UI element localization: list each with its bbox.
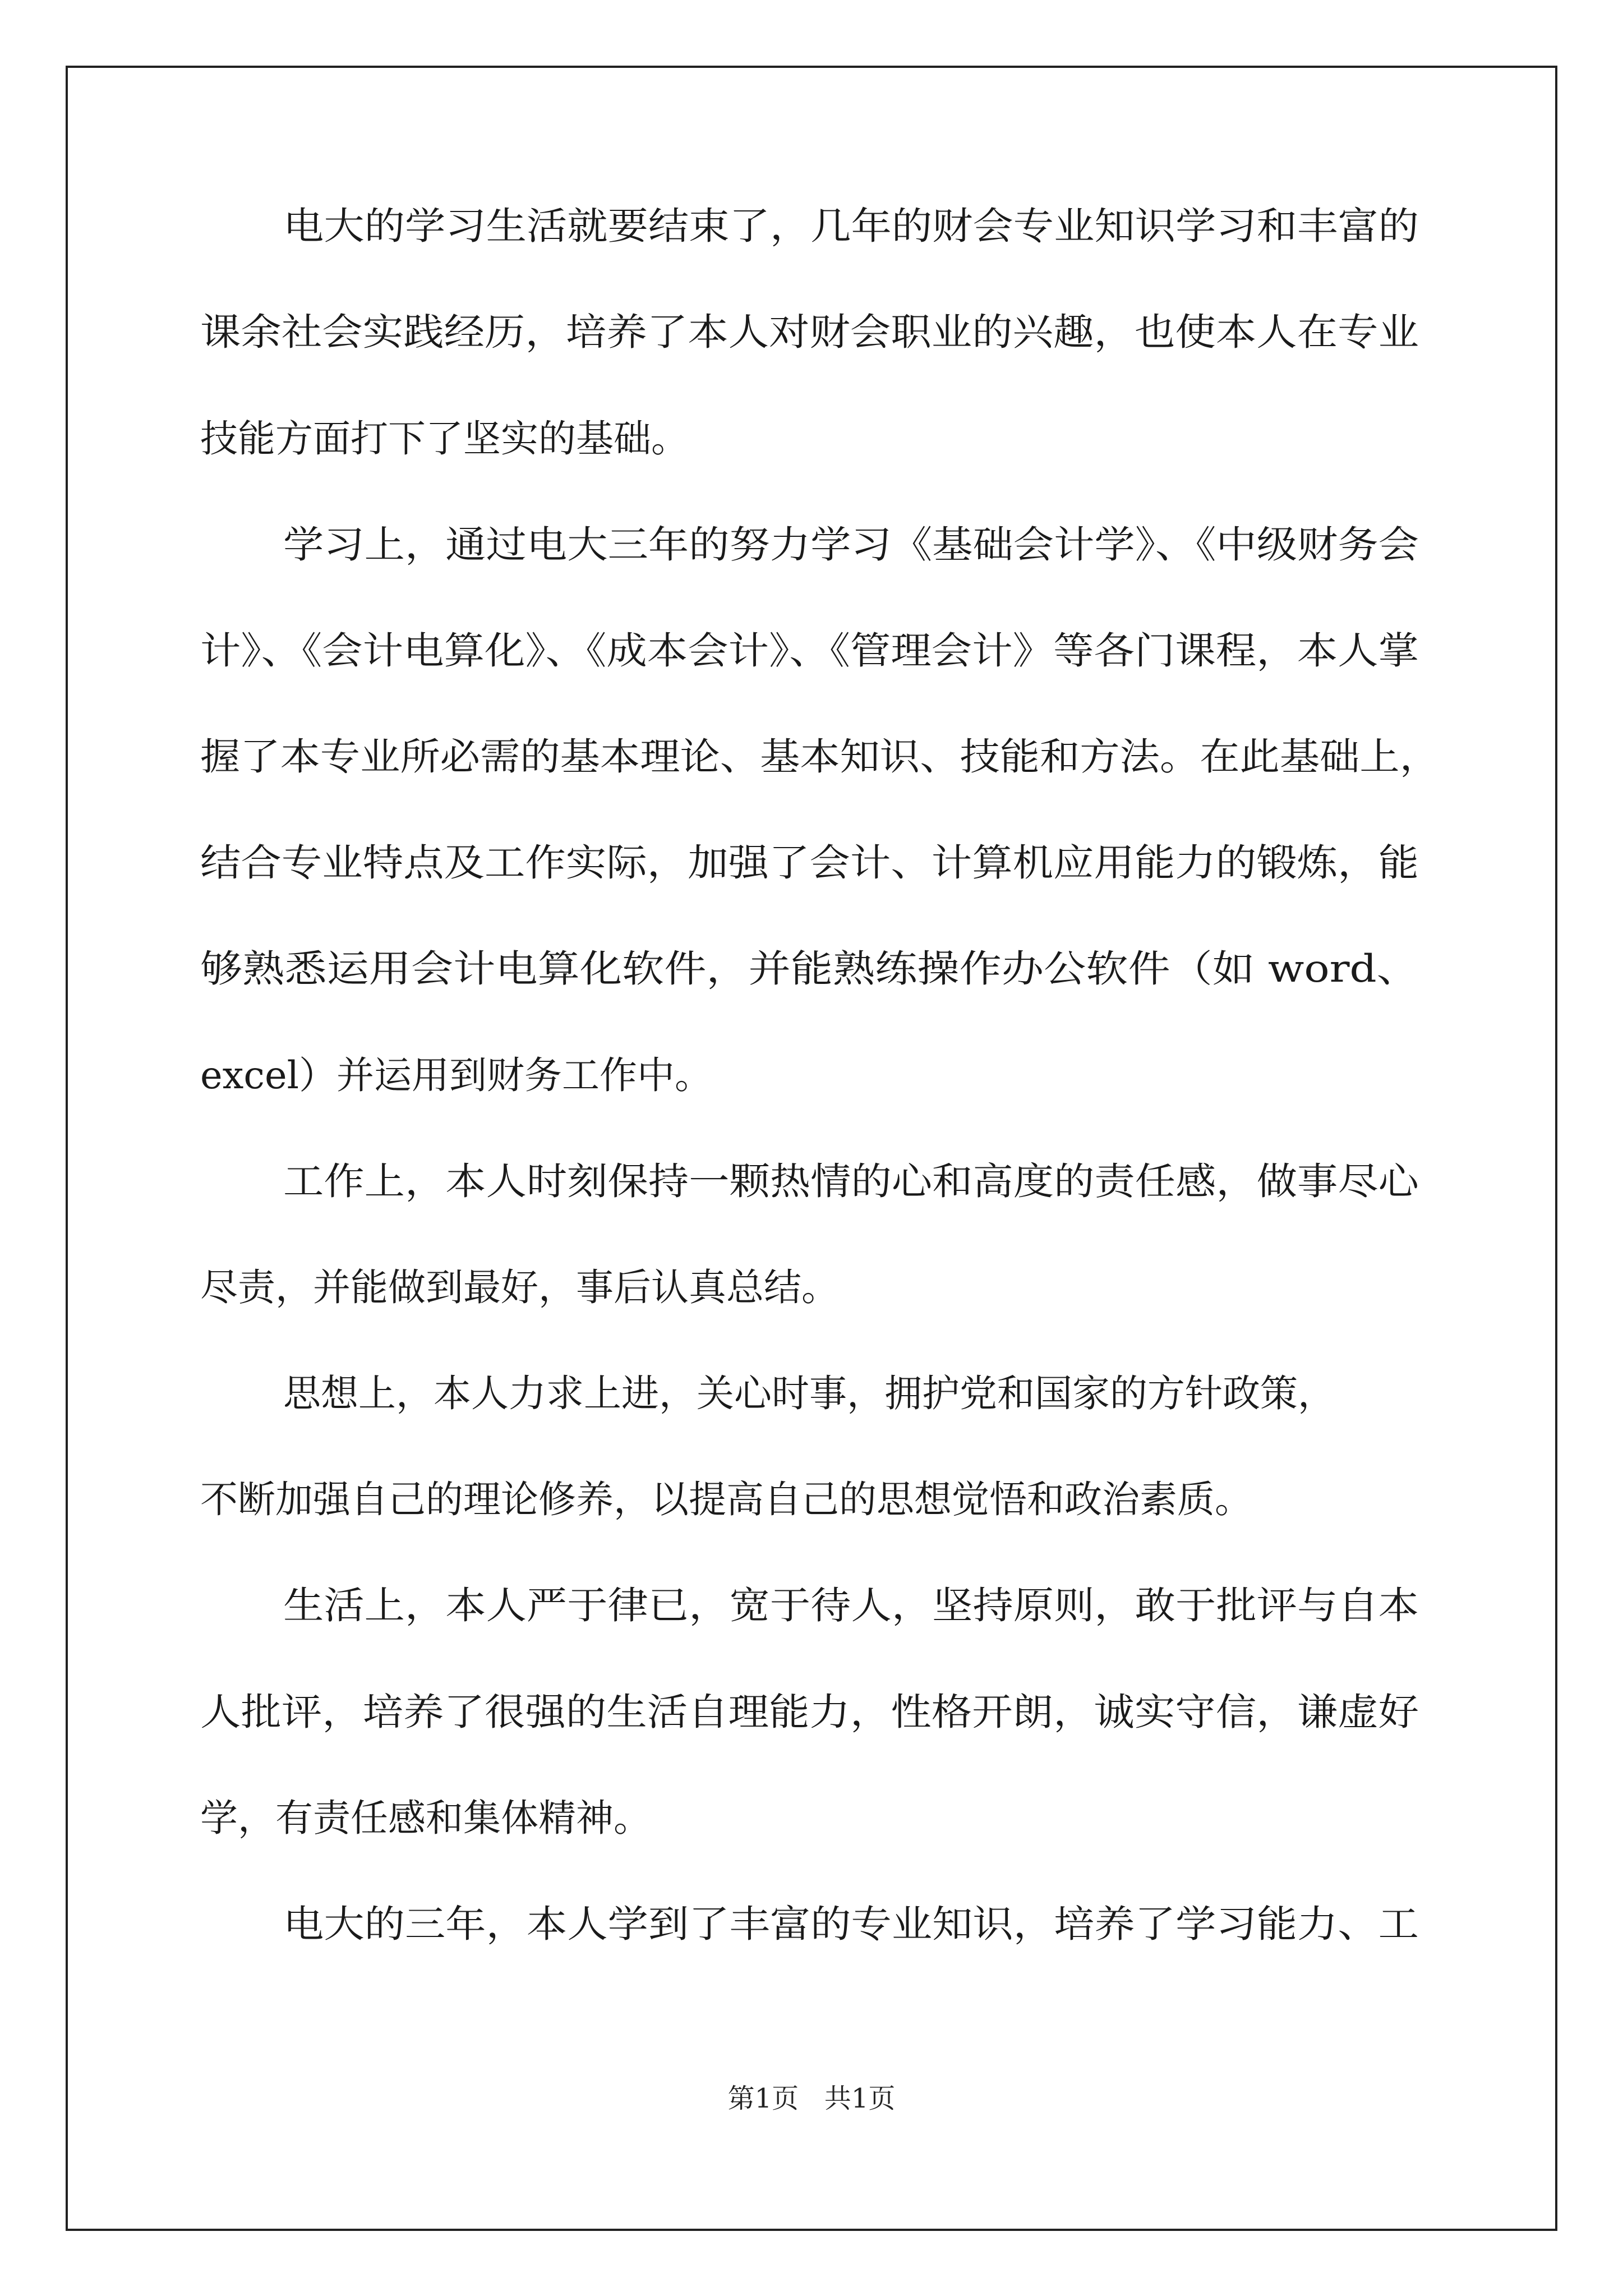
text-line: 结合专业特点及工作实际，加强了会计、计算机应用能力的锻炼，能 [200, 841, 1419, 885]
page-footer: 第1页 共1页 [727, 2083, 896, 2114]
text-line: 握了本专业所必需的基本理论、基本知识、技能和方法。在此基础上， [200, 735, 1440, 779]
text-line: 够熟悉运用会计电算化软件，并能熟练操作办公软件（如 word、 [200, 947, 1419, 991]
text-line: 学，有责任感和集体精神。 [200, 1796, 651, 1840]
text-line: 不断加强自己的理论修养，以提高自己的思想觉悟和政治素质。 [200, 1478, 1252, 1521]
text-line: 思想上，本人力求上进，关心时事，拥护党和国家的方针政策， [283, 1372, 1335, 1415]
text-line: excel）并运用到财务工作中。 [200, 1053, 713, 1097]
text-line: 工作上，本人时刻保持一颗热情的心和高度的责任感，做事尽心 [283, 1159, 1419, 1203]
text-line: 电大的学习生活就要结束了，几年的财会专业知识学习和丰富的 [283, 204, 1419, 248]
text-line: 学习上，通过电大三年的努力学习《基础会计学》、《中级财务会 [283, 523, 1419, 567]
text-line: 课余社会实践经历，培养了本人对财会职业的兴趣，也使本人在专业 [200, 310, 1419, 354]
text-line: 电大的三年，本人学到了丰富的专业知识，培养了学习能力、工 [283, 1902, 1419, 1946]
text-line: 生活上，本人严于律已，宽于待人，坚持原则，敢于批评与自本 [283, 1584, 1419, 1627]
text-line: 尽责，并能做到最好，事后认真总结。 [200, 1266, 839, 1309]
text-line: 人批评，培养了很强的生活自理能力，性格开朗，诚实守信，谦虚好 [200, 1690, 1419, 1734]
text-line: 计》、《会计电算化》、《成本会计》、《管理会计》等各门课程，本人掌 [200, 629, 1419, 673]
text-line: 技能方面打下了坚实的基础。 [200, 417, 689, 461]
